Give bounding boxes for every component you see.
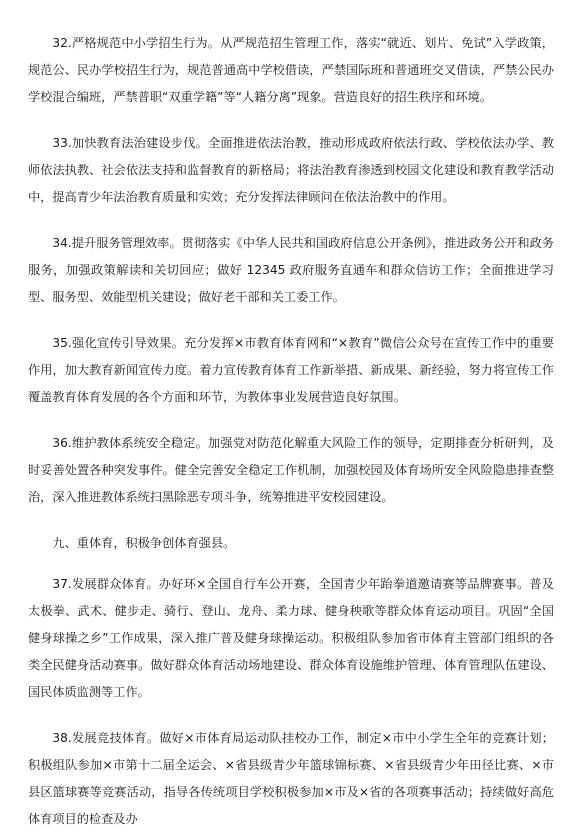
paragraph-38-competitive-sports: 38.发展竞技体育。做好×市体育局运动队挂校办工作，制定×市中小学生全年的竞赛计划；积极组队参加×市第十二届全运会、×省县级青少年篮球锦标赛、×省县级青少年田径比赛、×市县区篮球赛等竞赛活动，指导各传统项目学校积极参加×市及×省的各项赛事活动；持续做好高危体育项目的检查及办: [28, 731, 554, 826]
paragraph-35-publicity: 35.强化宣传引导效果。充分发挥×市教育体育网和“×教育”微信公众号在宣传工作中的重要作用，加大教育新闻宣传力度。着力宣传教育体育工作新举措、新成果、新经验，努力将宣传工作覆盖教育体育发展的各个方面和环节，为教体事业发展营造良好氛围。: [28, 336, 554, 404]
document-body: [28, 30, 554, 833]
paragraph-32-enrollment: 32.严格规范中小学招生行为。从严规范招生管理工作，落实“就近、划片、免试”入学政策，规范公、民办学校招生行为，规范普通高中学校借读，严禁国际班和普通班交叉借读，严禁公民办学校混合编班，严禁普职“双重学籍”等“人籍分离”现象。营造良好的招生秩序和环境。: [28, 36, 554, 104]
paragraph-36-safety-stability: 36.维护教体系统安全稳定。加强党对防范化解重大风险工作的领导，定期排查分析研判，及时妥善处置各种突发事件。健全完善安全稳定工作机制，加强校园及体育场所安全风险隐患排查整治，深入推进教体系统扫黑除恶专项斗争，统筹推进平安校园建设。: [28, 436, 554, 504]
section-heading-sports: 九、重体育，积极争创体育强县。: [52, 536, 236, 550]
paragraph-33-rule-of-law: 33.加快教育法治建设步伐。全面推进依法治教，推动形成政府依法行政、学校依法办学、教师依法执教、社会依法支持和监督教育的新格局；将法治教育渗透到校园文化建设和教育教学活动中，提高青少年法治教育质量和实效；充分发挥法律顾问在依法治教中的作用。: [28, 136, 554, 204]
paragraph-37-mass-sports: 37.发展群众体育。办好环×全国自行车公开赛，全国青少年跆拳道邀请赛等品牌赛事。普及太极拳、武术、健步走、骑行、登山、龙舟、柔力球、健身秧歌等群众体育运动项目。巩固“全国健身球操之乡”工作成果，深入推广普及健身球操运动。积极组队参加省市体育主管部门组织的各类全民健身活动赛事。做好群众体育活动场地建设、群众体育设施维护管理、体育管理队伍建设、国民体质监测等工作。: [28, 577, 554, 699]
paragraph-34-service-management: 34.提升服务管理效率。贯彻落实《中华人民共和国政府信息公开条例》，推进政务公开和政务服务，加强政策解读和关切回应；做好 12345 政府服务直通车和群众信访工作；全面推进学习型、服务型、效能型机关建设；做好老干部和关工委工作。: [28, 236, 554, 304]
